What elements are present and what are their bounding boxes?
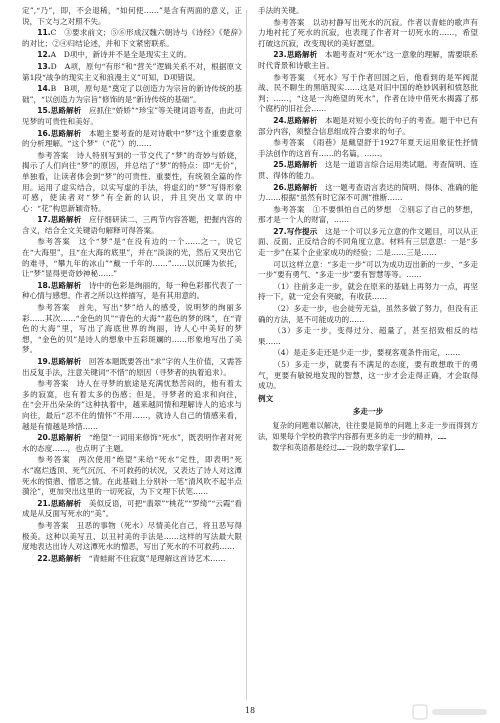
answer-item: [22, 84, 242, 105]
answer-item: [258, 50, 478, 71]
item-number: 21.: [37, 498, 51, 508]
answer-paragraph: [258, 205, 478, 226]
item-text: B B项，原句是“奠定了以创造力为宗旨的新诗传统的基础”，“以创造力为宗旨”修饰的是“新诗传统的基础”。: [22, 84, 242, 104]
item-text: 诗中的色彩是绚丽的，每一种色彩都代表了一种心情与感想。作者之所以这样描写，是有其用意的。: [22, 280, 243, 301]
answer-paragraph: [258, 260, 478, 281]
answer-paragraph: [258, 304, 478, 325]
answer-paragraph: [22, 521, 242, 553]
answer-item: [22, 62, 242, 83]
answer-paragraph: [22, 237, 242, 279]
right-column: [258, 6, 478, 455]
item-text: 可以这样立意：“多走一步”可以为成功迈出新的一步、“多走一步”要有勇气、“多走一步”要有智慧等等。……: [258, 259, 478, 280]
answer-paragraph: [22, 151, 242, 215]
item-number: 25.: [273, 160, 287, 170]
item-text: 应抓住“娇娇”“珍宝”等关键词语考查，由此可见梦的可贵性和美好。: [22, 106, 243, 126]
item-text: 定”,“乃”，即，不会退稀，“如何使……”是含有两面的意义，正说，下文与之对照不失。: [22, 6, 242, 26]
answer-paragraph: [22, 303, 242, 356]
item-label: 思路解析: [50, 433, 89, 443]
answer-item: [258, 183, 478, 204]
item-text: 参考答案 《雨巷》是戴望舒于1927年夏天运用象征性抒情手法创作的这首有……的名篇，……。: [258, 138, 478, 158]
answer-item: [22, 50, 242, 61]
answer-item: [258, 116, 478, 137]
item-text: 参考答案 以动衬静写出死水的沉寂。作者以青蛙的歌声有力地衬托了死水的沉寂，也表现了作者对一切死水的……，希望打破这沉寂，改变现状的美好愿望。: [258, 17, 478, 48]
item-text: C ③要求前文；⑤⑥形成汉魏六朝诗与《诗经》《楚辞》的对比；②④归结论述，并和下文紧密联系。: [22, 28, 242, 48]
item-number: 18.: [37, 280, 51, 290]
item-text: 参考答案 ①不要惧怕自己的梦想 ②别忘了自己的梦想，那才是一个人的财富，……: [258, 204, 478, 225]
item-text: 参考答案 诗人在寻梦的旅途是充满忧愁苦闷的，他有着太多的寂寞，也有着太多的伤感；但是，寻梦者的追求和向往，在“会开出朵朵的”这种执着中，越来越同情和理解诗人的追求与向往，最后“忍不住的情怀”不用……，就诗人自己的情感来看，越是有情越是珍惜……: [22, 379, 242, 431]
answer-item: [258, 227, 478, 259]
answer-item: [22, 499, 242, 520]
answer-item: [22, 281, 242, 302]
item-label: 思路解析: [50, 553, 89, 563]
item-text: 参考答案 丑恶的事物（死水）尽情美化自己，将丑恶写得极美。这种以美写丑、以丑衬美的手法是……这样的写法最大限度地表达出诗人对这潭死水的憎恶，写出了死水的不可救药……: [22, 520, 242, 552]
item-text: 数学和英语都是经过……一段的数学家们……: [272, 443, 405, 453]
item-text: （2）多走一步，也会徒劳无益，虽然多做了努力，但没有正确的方法，是不可能成功的……: [258, 304, 478, 324]
item-text: 参考答案 这个“梦”是“在没有边的一个……之一，说它在“大海里”，且“在大海的底里”，并在“淡淡的光，然后又突出它的难寻，“攀九年的冰山”“戴一千年的……”……以沉睡为依托，让“梦”显得更奇妙神秘……”: [22, 237, 242, 279]
item-label: 写作提示: [286, 226, 325, 236]
item-label: 思路解析: [286, 160, 325, 170]
item-text: 复杂的问题难以解决，往往要是简单的问题上多走一步而得到方法，如果每个学校的教学内容都有更多的走一步的精神，……: [258, 420, 478, 441]
item-number: 27.: [273, 226, 287, 236]
item-number: 17.: [37, 215, 51, 225]
item-number: 22.: [37, 553, 51, 563]
item-text: 这一题考查语言表达的简明、得体、准确的能力……根据“虽然有时它深不可测”推断……: [258, 182, 479, 203]
answer-item: [22, 357, 242, 378]
item-text: “绝望”一词用来修饰“死水”，既表明作者对死水的态度……，也点明了主题。: [22, 433, 243, 453]
item-text: “青蛙耐不住寂寞”是理解这首诗艺术……: [88, 553, 226, 563]
watermark-logo: [412, 703, 490, 721]
item-text: 参考答案 《死水》写于作者回国之后，他看到的是军阀混战、民不聊生的黑暗现实……这是对旧中国的绝妙讽刺和愤怒批判；……，“这是一沟绝望的死水”，作者在诗中借死水揭露了那个腐朽的旧社会……: [258, 72, 478, 114]
item-number: 24.: [273, 115, 287, 125]
item-label: 思路解析: [50, 280, 89, 290]
item-text: 美似反语，可把“翡翠”“桃花”“罗绮”“云霞”看成是从反面写死水的“美”。: [22, 498, 243, 519]
item-label: 思路解析: [286, 182, 325, 192]
item-number: 14.: [37, 84, 51, 94]
answer-paragraph: [22, 6, 242, 27]
item-text: 手法的关键。: [258, 6, 304, 15]
answer-paragraph: [258, 282, 478, 303]
answer-item: [22, 554, 242, 565]
item-text: 回答本题既要答出“求”字的人生价值，又需答出反复手法，注意关键词“不惜”的原因（寻梦者的执着追求）。: [22, 357, 242, 377]
item-text: （3）多走一步，变得过分、超量了，甚至招致相反的结果……: [258, 326, 478, 346]
left-column: [22, 6, 242, 565]
item-text: 参考答案 诗人特别写到的一节交代了“梦”的奇妙与娇娆，揭示了人们向往“梦”的原因，并总结了“梦”的特点：即“无价”，单独看，让读者体会到“梦”的可贵性、重要性，有统领全篇的作用。运用了虚实结合，以实写虚的手法，将虚幻的“梦”写得形象可感，使读者对“梦”有全新的认识，并且突出文章的中心：“花”构思新颖奇特。: [22, 150, 242, 213]
answer-paragraph: [22, 455, 242, 497]
item-text: 这是一个可以多元立意的作文题目，可以从正面、反面、正反结合的不同角度立意。材料有三层意思：一是“多走一步”在某个企业家成功的经验；二是……三是……: [258, 226, 479, 258]
answer-item: [22, 106, 242, 127]
item-text: 参考答案 首先，写出“梦”给人的感受，说明梦的绚丽多彩……其次……“金色的贝”“青色的大海”“蓝色的梦的珠”，在“青色的大海”里，写出了海底世界的绚丽，诗人心中美好的梦想，“金色的贝”是诗人的想象中五彩斑斓的……形象地写出了美梦。: [22, 303, 242, 355]
answer-item: [22, 433, 242, 454]
answer-paragraph: [258, 6, 478, 17]
item-label: 思路解析: [50, 357, 89, 366]
answer-paragraph: [22, 379, 242, 432]
item-number: 23.: [273, 50, 287, 60]
item-number: 16.: [37, 128, 51, 138]
example-label: 例文: [258, 393, 274, 403]
answer-paragraph: [258, 73, 478, 115]
item-text: A D项中，新诗并不是全是现实主义的。: [50, 50, 192, 60]
item-text: （1）往前多走一步，就会在原来的基础上再努力一点，再坚持一下，就一定会有突破，有收获……: [258, 281, 478, 302]
item-number: 15.: [37, 106, 51, 116]
item-number: 20.: [37, 433, 51, 443]
answer-item: [22, 28, 242, 49]
item-label: 思路解析: [50, 498, 89, 508]
item-label: 思路解析: [50, 106, 89, 116]
item-text: （4）是走多走还是少走一步，要视客观条件而定，……: [273, 348, 461, 358]
item-label: 思路解析: [50, 128, 89, 138]
answer-paragraph: [258, 138, 478, 159]
item-text: （5）多走一步，就要有不满足的态度，要有敢想敢干的勇气，更要有敏锐地发现的智慧，这一步才会走得正确，才会取得成功。: [258, 360, 478, 391]
answer-paragraph: [258, 348, 478, 359]
item-label: 思路解析: [50, 215, 89, 225]
essay-title: 多走一步: [352, 407, 384, 417]
essay-paragraph: [258, 443, 478, 454]
answer-paragraph: [258, 326, 478, 347]
item-number: 12.: [37, 50, 51, 60]
item-number: 13.: [37, 61, 51, 71]
item-text: 应仔细研读二、三两节内容答题，把握内容的含义，结合全文关键语句解释可得答案。: [22, 215, 243, 235]
item-number: 11.: [37, 28, 51, 38]
item-text: 参考答案 两次使用“绝望”来给“死水”定性，即表明“死水”腐烂透顶、死气沉沉、不可救药的状况，又表达了诗人对这潭死水的愤懑、憎恶之情。在此基础上分别补一笔“清风吹不起半点漪沦”，更加突出这里的一切死寂，为下文埋下伏笔……: [22, 455, 242, 497]
answer-paragraph: [258, 360, 478, 392]
item-number: 19.: [37, 357, 51, 366]
item-text: 这是一道语言综合运用类试题。考查简明、连贯、得体的能力。: [258, 160, 479, 180]
answer-item: [258, 160, 478, 181]
answer-paragraph: [258, 18, 478, 50]
page-number: 18: [244, 706, 256, 715]
essay-paragraph: [258, 421, 478, 442]
item-label: 思路解析: [286, 115, 325, 125]
answer-item: [22, 215, 242, 236]
answer-item: [22, 129, 242, 150]
item-text: 本题是对短小变长的句子的考查。题干中已有部分内容，须整合信息组成符合要求的句子。: [258, 115, 479, 136]
item-text: D A项，原句“有形”和“营关”逻辑关系不对，根据原文第1段“战争的现实主义和浪漫主义”可知，D项错误。: [22, 61, 242, 82]
column-divider: [246, 10, 247, 700]
item-label: 思路解析: [286, 50, 325, 60]
item-text: 本题主要考查的是对诗歌中“梦”这个重要意象的分析理解。“这个梦”（“花”）的……: [22, 128, 242, 149]
item-text: 本题考查对“死水”这一意象的理解，需要联系时代背景和诗歌主旨。: [258, 50, 478, 70]
item-number: 26.: [273, 182, 287, 192]
